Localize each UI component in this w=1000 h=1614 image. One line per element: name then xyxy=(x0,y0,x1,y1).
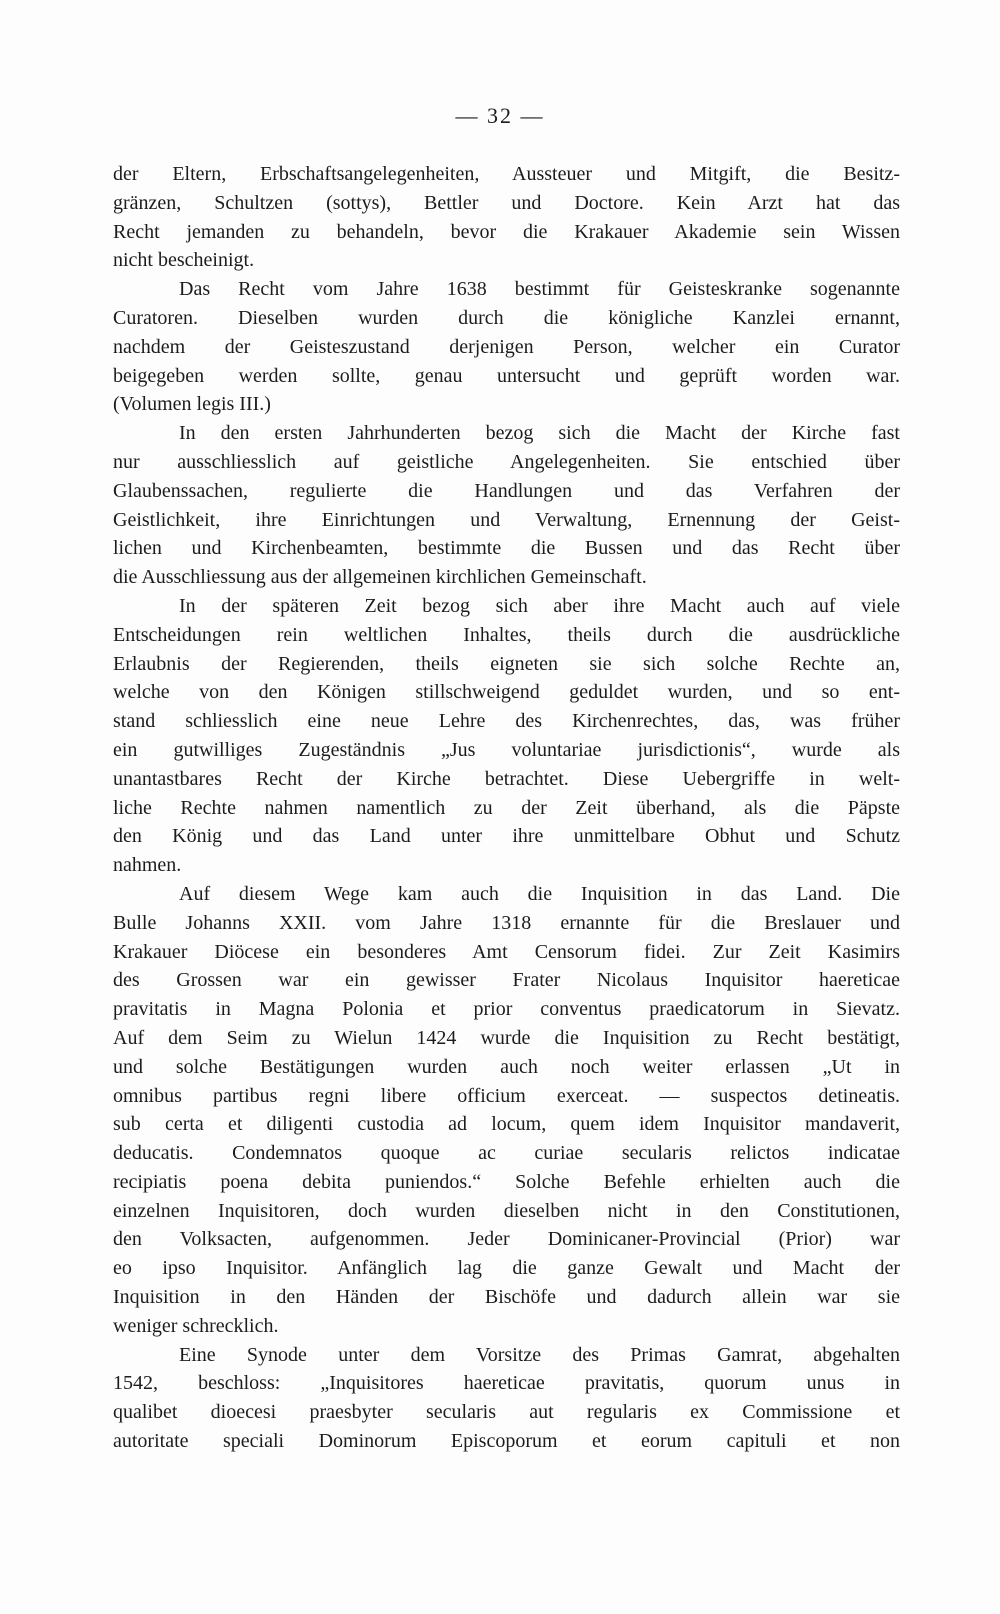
text-line: Erlaubnis der Regierenden, theils eigneten sie sich solche Rechte an, xyxy=(113,652,900,675)
text-line: deducatis. Condemnatos quoque ac curiae secularis relictos indicatae xyxy=(113,1142,900,1165)
text-line: Das Recht vom Jahre 1638 bestimmt für Geisteskranke sogenannte xyxy=(179,278,900,301)
text-line: die Ausschliessung aus der allgemeinen kirchlichen Gemeinschaft. xyxy=(113,566,647,589)
text-line: In den ersten Jahrhunderten bezog sich die Macht der Kirche fast xyxy=(179,422,900,445)
text-line: Inquisition in den Händen der Bischöfe und dadurch allein war sie xyxy=(113,1286,900,1309)
text-line: In der späteren Zeit bezog sich aber ihre Macht auch auf viele xyxy=(179,594,900,617)
text-line: recipiatis poena debita puniendos.“ Solche Befehle erhielten auch die xyxy=(113,1170,900,1193)
text-line: Geistlichkeit, ihre Einrichtungen und Verwaltung, Ernennung der Geist- xyxy=(113,508,900,531)
text-line: der Eltern, Erbschaftsangelegenheiten, Aussteuer und Mitgift, die Besitz- xyxy=(113,163,900,185)
text-line: (Volumen legis III.) xyxy=(113,393,271,416)
text-line: nahmen. xyxy=(113,854,182,877)
text-line: autoritate speciali Dominorum Episcoporum et eorum capituli et non xyxy=(113,1430,900,1453)
text-line: Auf dem Seim zu Wielun 1424 wurde die Inquisition zu Recht bestätigt, xyxy=(113,1026,900,1049)
text-line: eo ipso Inquisitor. Anfänglich lag die ganze Gewalt und Macht der xyxy=(113,1257,900,1280)
paragraph xyxy=(113,160,900,275)
text-line: liche Rechte nahmen namentlich zu der Zeit überhand, als die Päpste xyxy=(113,796,900,819)
text-line: 1542, beschloss: „Inquisitores haereticae pravitatis, quorum unus in xyxy=(113,1372,900,1395)
text-line: Entscheidungen rein weltlichen Inhaltes, theils durch die ausdrückliche xyxy=(113,623,900,646)
text-line: ein gutwilliges Zugeständnis „Jus voluntariae jurisdictionis“, wurde als xyxy=(113,738,900,761)
text-line: Auf diesem Wege kam auch die Inquisition in das Land. Die xyxy=(179,882,900,905)
text-line: qualibet dioecesi praesbyter secularis aut regularis ex Commissione et xyxy=(113,1401,900,1424)
text-line: pravitatis in Magna Polonia et prior conventus praedicatorum in Sievatz. xyxy=(113,998,900,1021)
text-line: weniger schrecklich. xyxy=(113,1314,279,1337)
text-line: den König und das Land unter ihre unmittelbare Obhut und Schutz xyxy=(113,825,900,848)
paragraph xyxy=(113,419,900,592)
text-line: des Grossen war ein gewisser Frater Nicolaus Inquisitor haereticae xyxy=(113,969,900,992)
text-line: sub certa et diligenti custodia ad locum, quem idem Inquisitor mandaverit, xyxy=(113,1113,900,1136)
paragraph xyxy=(113,275,900,419)
text-line: nicht bescheinigt. xyxy=(113,249,255,272)
text-line: Curatoren. Dieselben wurden durch die königliche Kanzlei ernannt, xyxy=(113,306,900,329)
text-line: omnibus partibus regni libere officium exerceat. — suspectos detineatis. xyxy=(113,1084,900,1107)
paragraph xyxy=(113,592,900,880)
text-line: und solche Bestätigungen wurden auch noch weiter erlassen „Ut in xyxy=(113,1055,900,1078)
text-line: nachdem der Geisteszustand derjenigen Person, welcher ein Curator xyxy=(113,335,900,358)
text-line: Glaubenssachen, regulierte die Handlungen und das Verfahren der xyxy=(113,479,900,502)
paragraph xyxy=(113,880,900,1341)
text-line: Bulle Johanns XXII. vom Jahre 1318 ernannte für die Breslauer und xyxy=(113,911,900,934)
text-line: welche von den Königen stillschweigend geduldet wurden, und so ent- xyxy=(113,681,900,704)
text-line: lichen und Kirchenbeamten, bestimmte die Bussen und das Recht über xyxy=(113,537,900,560)
page-number: — 32 — xyxy=(455,103,545,128)
text-line: Recht jemanden zu behandeln, bevor die Krakauer Akademie sein Wissen xyxy=(113,220,900,243)
text-line: beigegeben werden sollte, genau untersucht und geprüft worden war. xyxy=(113,364,900,387)
paragraph xyxy=(113,1341,900,1456)
text-line: Eine Synode unter dem Vorsitze des Primas Gamrat, abgehalten xyxy=(179,1343,900,1366)
body-text xyxy=(113,160,900,1456)
text-line: unantastbares Recht der Kirche betrachtet. Diese Uebergriffe in welt- xyxy=(113,767,900,790)
text-line: einzelnen Inquisitoren, doch wurden dieselben nicht in den Constitutionen, xyxy=(113,1199,900,1222)
text-line: stand schliesslich eine neue Lehre des Kirchenrechtes, das, was früher xyxy=(113,710,900,733)
text-line: den Volksacten, aufgenommen. Jeder Dominicaner-Provincial (Prior) war xyxy=(113,1228,900,1251)
text-line: Krakauer Diöcese ein besonderes Amt Censorum fidei. Zur Zeit Kasimirs xyxy=(113,940,900,963)
text-line: gränzen, Schultzen (sottys), Bettler und Doctore. Kein Arzt hat das xyxy=(113,191,900,214)
text-line: nur ausschliesslich auf geistliche Angelegenheiten. Sie entschied über xyxy=(113,450,900,473)
